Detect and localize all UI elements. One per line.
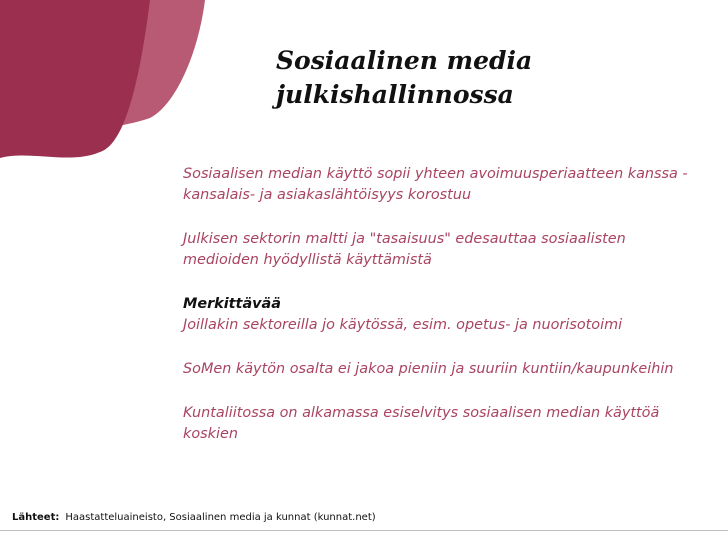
slide-content [183, 164, 703, 468]
footer-divider [0, 530, 728, 531]
bullet-item: Julkisen sektorin maltti ja "tasaisuus" edesauttaa sosiaalisten medioiden hyödyllistä käyttämistä [183, 231, 626, 268]
section-heading: Merkittävää [183, 296, 281, 312]
slide-title-line-2: julkishallinnossa [276, 80, 514, 109]
slide-title-line-1: Sosiaalinen media [276, 46, 533, 75]
sources-label: Lähteet: [12, 512, 60, 523]
section-item: SoMen käytön osalta ei jakoa pieniin ja suuriin kuntiin/kaupunkeihin [183, 361, 674, 377]
section-item: Kuntaliitossa on alkamassa esiselvitys sosiaalisen median käyttöä koskien [183, 405, 660, 442]
bullet-item: Sosiaalisen median käyttö sopii yhteen avoimuusperiaatteen kanssa - kansalais- ja asiakaslähtöisyys korostuu [183, 166, 688, 203]
decorative-dark-shape [0, 0, 150, 158]
sources-footer [12, 512, 376, 523]
sources-text: Haastatteluaineisto, Sosiaalinen media ja kunnat (kunnat.net) [65, 512, 376, 523]
decorative-shapes [0, 0, 300, 170]
slide-title [276, 44, 532, 112]
section-item: Joillakin sektoreilla jo käytössä, esim. opetus- ja nuorisotoimi [183, 317, 623, 333]
